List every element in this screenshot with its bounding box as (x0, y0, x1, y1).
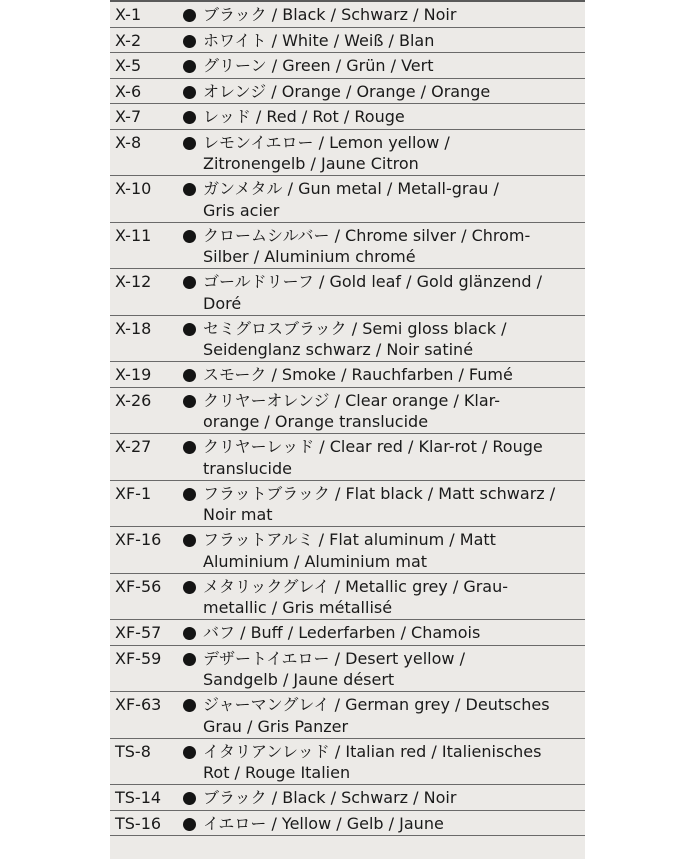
paint-row (110, 28, 585, 54)
bullet-dot-icon (183, 488, 196, 501)
paint-description-line: Silber / Aluminium chromé (203, 247, 416, 266)
paint-code: X-19 (115, 365, 152, 384)
bullet-dot-icon (183, 369, 196, 382)
paint-description-line: フラットブラック / Flat black / Matt schwarz / (203, 483, 556, 503)
paint-description-line: フラットアルミ / Flat aluminum / Matt (203, 530, 496, 549)
paint-description (203, 178, 581, 221)
paint-description (203, 529, 581, 572)
paint-description-line: translucide (203, 458, 292, 478)
paint-description (203, 622, 581, 644)
bullet-dot-icon (183, 276, 196, 289)
paint-description-line: クリヤーオレンジ / Clear orange / Klar- (203, 390, 500, 410)
paint-description (203, 225, 581, 268)
bullet-dot-icon (183, 441, 196, 454)
paint-description (203, 741, 581, 784)
paint-description (203, 132, 581, 175)
paint-description (203, 436, 581, 479)
paint-description (203, 30, 581, 52)
paint-description-line: Grau / Gris Panzer (203, 716, 349, 736)
paint-description-line: Aluminium / Aluminium mat (203, 551, 428, 571)
paint-code: X-2 (115, 30, 142, 50)
paint-row (110, 269, 585, 316)
paint-row (110, 388, 585, 435)
paint-description (203, 694, 581, 737)
paint-description (203, 81, 581, 103)
paint-row (110, 434, 585, 481)
paint-description (203, 271, 581, 314)
paint-row (110, 646, 585, 693)
paint-description-line: ブラック / Black / Schwarz / Noir (203, 5, 457, 24)
bullet-dot-icon (183, 746, 196, 759)
paint-description (203, 787, 581, 809)
bullet-dot-icon (183, 35, 196, 48)
paint-description-line: イタリアンレッド / Italian red / Italienisches (203, 741, 542, 761)
paint-description-line: ブラック / Black / Schwarz / Noir (203, 788, 457, 807)
paint-description-line: Noir mat (203, 505, 273, 524)
paint-row (110, 362, 585, 388)
paint-code: X-7 (115, 107, 142, 126)
paint-code: TS-14 (115, 788, 162, 807)
bullet-dot-icon (183, 818, 196, 831)
paint-description (203, 106, 581, 128)
paint-description-line: orange / Orange translucide (203, 412, 429, 431)
bullet-dot-icon (183, 581, 196, 594)
paint-description-line: グリーン / Green / Grün / Vert (203, 56, 434, 75)
paint-description-line: セミグロスブラック / Semi gloss black / (203, 318, 507, 338)
paint-code: XF-16 (115, 530, 162, 549)
bullet-dot-icon (183, 60, 196, 73)
paint-row (110, 176, 585, 223)
bullet-dot-icon (183, 792, 196, 805)
paint-description (203, 483, 581, 526)
paint-description (203, 318, 581, 361)
paint-code: XF-56 (115, 576, 162, 596)
paint-code: X-26 (115, 390, 152, 410)
paint-code: X-27 (115, 437, 152, 456)
bullet-dot-icon (183, 9, 196, 22)
paint-description (203, 364, 581, 386)
bullet-dot-icon (183, 534, 196, 547)
paint-row (110, 53, 585, 79)
paint-row (110, 574, 585, 621)
paint-row (110, 739, 585, 786)
paint-description-line: レモンイエロー / Lemon yellow / (203, 132, 450, 152)
paint-list-sheet (110, 0, 585, 859)
paint-code: TS-8 (115, 741, 151, 761)
bullet-dot-icon (183, 627, 196, 640)
paint-description-line: Zitronengelb / Jaune Citron (203, 154, 419, 173)
paint-code: X-1 (115, 5, 142, 24)
paint-row (110, 620, 585, 646)
paint-description-line: ゴールドリーフ / Gold leaf / Gold glänzend / (203, 272, 543, 291)
paint-description-line: metallic / Gris métallisé (203, 598, 393, 617)
paint-description-line: ホワイト / White / Weiß / Blan (203, 30, 435, 50)
paint-code: X-11 (115, 225, 152, 245)
paint-description-line: Sandgelb / Jaune désert (203, 670, 395, 689)
paint-row (110, 104, 585, 130)
paint-code: X-8 (115, 132, 142, 152)
paint-code: XF-63 (115, 695, 162, 714)
paint-row (110, 223, 585, 270)
paint-description-line: クリヤーレッド / Clear red / Klar-rot / Rouge (203, 437, 543, 456)
bullet-dot-icon (183, 137, 196, 150)
bullet-dot-icon (183, 699, 196, 712)
paint-description-line: Seidenglanz schwarz / Noir satiné (203, 340, 474, 359)
paint-row (110, 785, 585, 811)
paint-row (110, 481, 585, 528)
paint-code: XF-1 (115, 483, 152, 503)
paint-code: X-10 (115, 179, 152, 198)
paint-code: X-12 (115, 272, 152, 291)
paint-description (203, 390, 581, 433)
paint-row (110, 692, 585, 739)
bullet-dot-icon (183, 230, 196, 243)
paint-description-line: オレンジ / Orange / Orange / Orange (203, 81, 491, 101)
paint-description-line: イエロー / Yellow / Gelb / Jaune (203, 813, 444, 833)
paint-description-line: Doré (203, 293, 242, 313)
paint-row (110, 2, 585, 28)
paint-code: XF-59 (115, 648, 162, 668)
paint-row (110, 130, 585, 177)
paint-code: XF-57 (115, 623, 162, 642)
paint-code: TS-16 (115, 813, 162, 833)
paint-description (203, 55, 581, 77)
paint-description-line: クロームシルバー / Chrome silver / Chrom- (203, 225, 531, 245)
paint-row (110, 527, 585, 574)
paint-description (203, 648, 581, 691)
paint-code: X-5 (115, 56, 142, 75)
paint-description-line: ガンメタル / Gun metal / Metall-grau / (203, 179, 499, 198)
bullet-dot-icon (183, 183, 196, 196)
paint-row (110, 811, 585, 837)
paint-description-line: スモーク / Smoke / Rauchfarben / Fumé (203, 365, 513, 384)
bullet-dot-icon (183, 395, 196, 408)
paint-description-line: Gris acier (203, 200, 280, 220)
paint-description (203, 576, 581, 619)
paint-description-line: ジャーマングレイ / German grey / Deutsches (203, 695, 550, 714)
paint-row (110, 316, 585, 363)
paint-row (110, 79, 585, 105)
paint-description-line: メタリックグレイ / Metallic grey / Grau- (203, 576, 509, 596)
paint-code: X-18 (115, 318, 152, 338)
paint-description-line: レッド / Red / Rot / Rouge (203, 107, 405, 126)
bullet-dot-icon (183, 323, 196, 336)
paint-list (110, 2, 585, 836)
paint-code: X-6 (115, 81, 142, 101)
paint-description (203, 4, 581, 26)
paint-description (203, 813, 581, 835)
paint-description-line: デザートイエロー / Desert yellow / (203, 648, 465, 668)
bullet-dot-icon (183, 111, 196, 124)
paint-description-line: Rot / Rouge Italien (203, 763, 351, 782)
paint-description-line: バフ / Buff / Lederfarben / Chamois (203, 623, 481, 642)
bullet-dot-icon (183, 86, 196, 99)
bullet-dot-icon (183, 653, 196, 666)
